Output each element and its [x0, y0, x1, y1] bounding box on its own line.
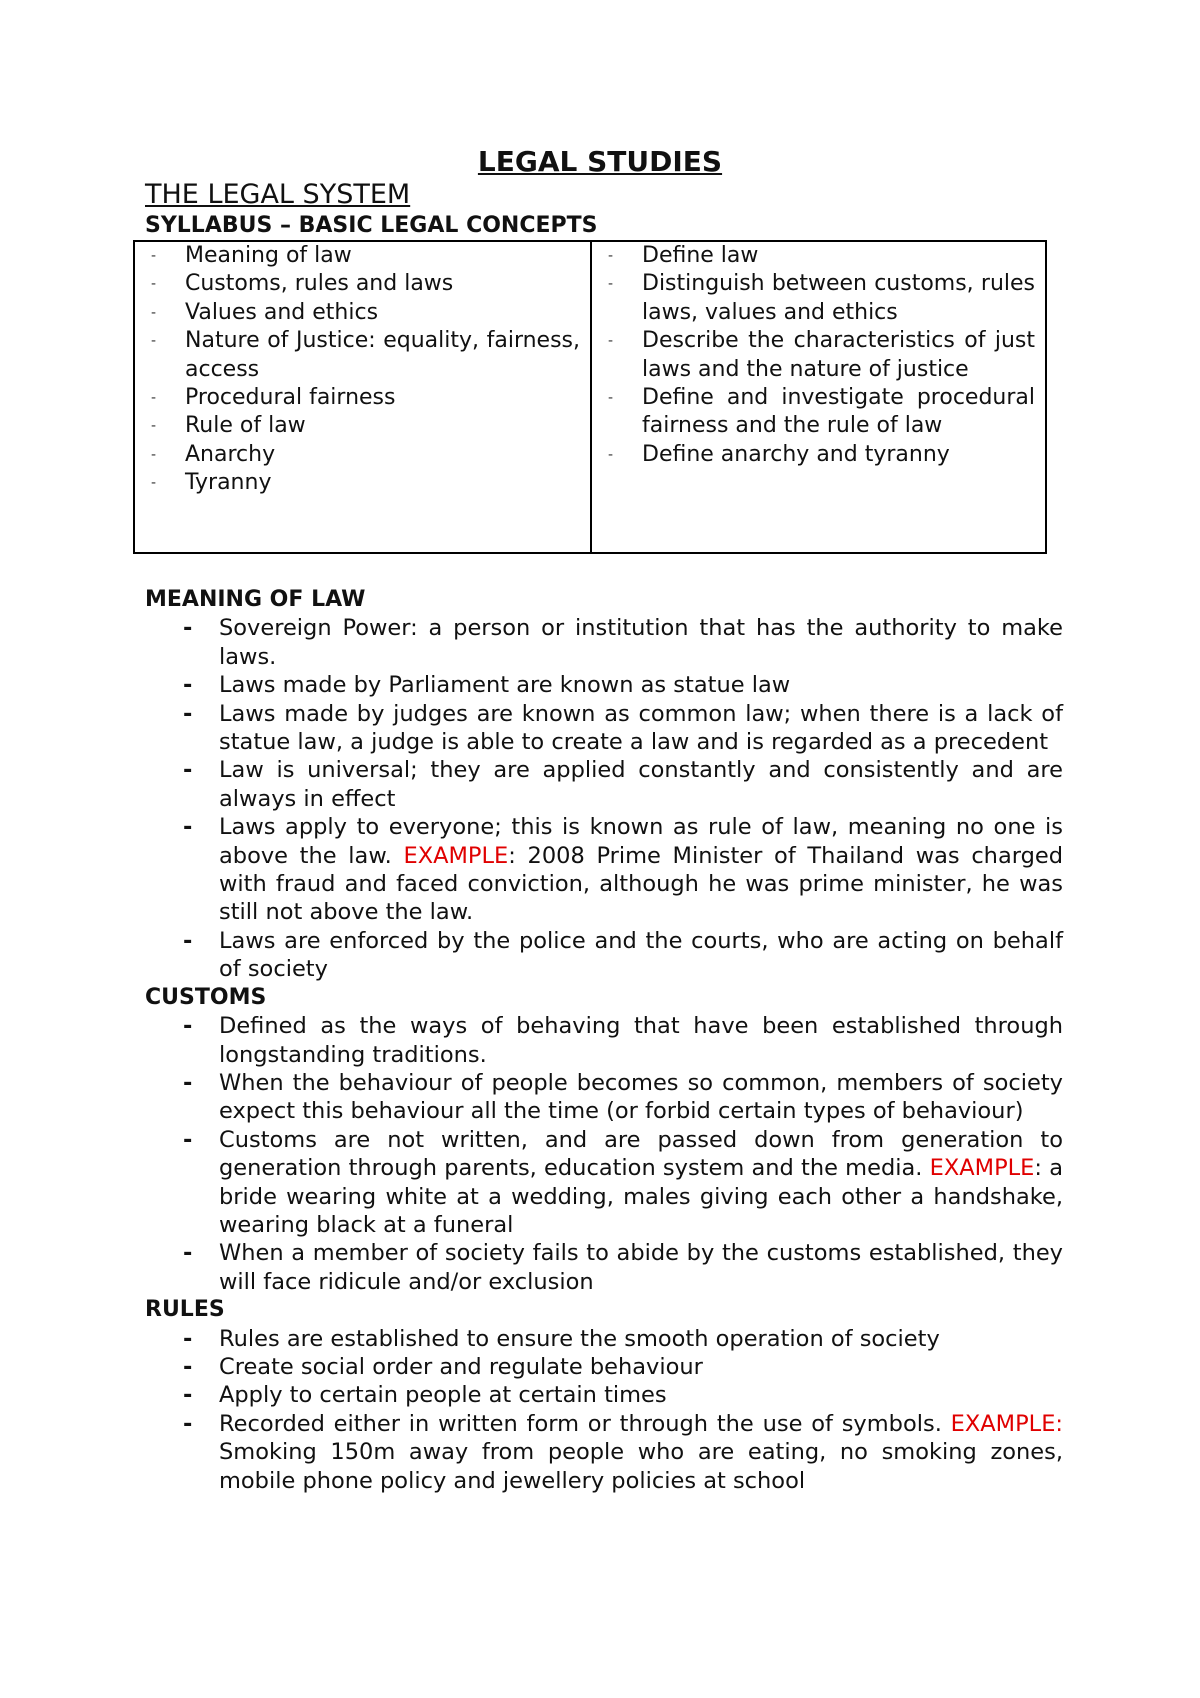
syllabus-item	[151, 242, 580, 270]
bullet-marker: -	[183, 1353, 193, 1380]
bullet-text: Laws made by judges are known as common law; when there is a lack of statue law, a judge is able to create a law and is regarded as a precedent	[219, 700, 1063, 756]
syllabus-item	[608, 242, 1035, 270]
syllabus-heading: SYLLABUS – BASIC LEGAL CONCEPTS	[145, 213, 598, 238]
syllabus-item-text: Define anarchy and tyranny	[642, 441, 950, 467]
bullet-text: Customs are not written, and are passed down from generation to generation through parents, education system and the media.	[219, 1126, 1063, 1182]
dash-marker: -	[151, 446, 157, 463]
bullet-marker: -	[183, 1325, 193, 1352]
syllabus-item	[608, 327, 1035, 384]
dash-marker: -	[608, 333, 614, 350]
syllabus-item-text: Tyranny	[185, 470, 272, 496]
bullet-point	[145, 756, 1063, 813]
section-title: RULES	[145, 1297, 225, 1323]
bullet-point	[145, 1381, 1063, 1409]
dash-marker: -	[151, 475, 157, 492]
dash-marker: -	[151, 333, 157, 350]
syllabus-item	[608, 270, 1035, 327]
syllabus-item-text: Distinguish between customs, rules laws, values and ethics	[642, 271, 1035, 325]
dash-marker: -	[151, 304, 157, 321]
section-heading: THE LEGAL SYSTEM	[145, 179, 411, 210]
syllabus-item	[608, 384, 1035, 441]
bullet-text-continued: Smoking 150m away from people who are eating, no smoking zones, mobile phone policy and jewellery policies at school	[219, 1439, 1063, 1494]
bullet-marker: -	[183, 1013, 193, 1040]
dash-marker: -	[608, 248, 614, 264]
bullet-point	[145, 614, 1063, 671]
bullet-point	[145, 1353, 1063, 1381]
example-label: EXAMPLE:	[950, 1410, 1063, 1437]
bullet-point	[145, 1126, 1063, 1240]
dash-marker: -	[151, 390, 157, 407]
section-title: CUSTOMS	[145, 984, 267, 1010]
notes-body	[145, 586, 1063, 1495]
bullet-point	[145, 1325, 1063, 1353]
bullet-marker: -	[183, 1382, 193, 1409]
bullet-text: When the behaviour of people becomes so common, members of society expect this behaviour all the time (or forbid certain types of behaviour)	[219, 1069, 1063, 1125]
dash-marker: -	[608, 276, 614, 293]
syllabus-outcomes-column	[592, 242, 1045, 552]
dash-marker: -	[608, 390, 614, 407]
bullet-text: Create social order and regulate behaviour	[219, 1353, 703, 1380]
syllabus-item	[151, 412, 580, 440]
section-title: MEANING OF LAW	[145, 587, 366, 612]
syllabus-item	[151, 469, 580, 497]
syllabus-content-column	[135, 242, 592, 552]
dash-marker: -	[151, 418, 157, 435]
dash-marker: -	[608, 446, 614, 463]
bullet-point	[145, 700, 1063, 757]
bullet-marker: -	[183, 615, 193, 642]
bullet-text: When a member of society fails to abide by the customs established, they will face ridicule and/or exclusion	[219, 1240, 1063, 1295]
syllabus-item	[151, 270, 580, 298]
bullet-marker: -	[183, 700, 193, 727]
syllabus-table	[133, 240, 1047, 554]
syllabus-item	[608, 441, 1035, 469]
bullet-text-continued: : a bride wearing white at a wedding, males giving each other a handshake, wearing black at a funeral	[219, 1155, 1063, 1238]
syllabus-item-text: Values and ethics	[185, 299, 379, 325]
syllabus-item-text: Procedural fairness	[185, 385, 396, 411]
bullet-point	[145, 1410, 1063, 1495]
bullet-marker: -	[183, 672, 193, 699]
bullet-text: Rules are established to ensure the smooth operation of society	[219, 1325, 940, 1352]
bullet-text: Recorded either in written form or through the use of symbols.	[219, 1410, 951, 1437]
dash-marker: -	[151, 248, 157, 264]
syllabus-item-text: Anarchy	[185, 441, 276, 467]
bullet-point	[145, 1069, 1063, 1126]
bullet-marker: -	[183, 927, 193, 954]
bullet-point	[145, 813, 1063, 927]
bullet-marker: -	[183, 757, 193, 784]
bullet-text: Sovereign Power: a person or institution that has the authority to make laws.	[219, 615, 1063, 670]
bullet-marker: -	[183, 1069, 193, 1096]
dash-marker: -	[151, 276, 157, 293]
syllabus-item	[151, 384, 580, 412]
bullet-point	[145, 1012, 1063, 1069]
syllabus-item-text: Nature of Justice: equality, fairness, access	[185, 328, 580, 382]
syllabus-item-text: Describe the characteristics of just laws and the nature of justice	[642, 328, 1035, 382]
example-label: EXAMPLE	[403, 842, 509, 869]
syllabus-item-text: Customs, rules and laws	[185, 271, 454, 297]
bullet-text: Law is universal; they are applied constantly and consistently and are always in effect	[219, 757, 1063, 812]
bullet-marker: -	[183, 1126, 193, 1153]
bullet-text: Laws made by Parliament are known as statue law	[219, 672, 791, 699]
bullet-point	[145, 671, 1063, 699]
syllabus-item	[151, 441, 580, 469]
bullet-text: Defined as the ways of behaving that have been established through longstanding traditions.	[219, 1013, 1063, 1068]
bullet-text: Laws are enforced by the police and the courts, who are acting on behalf of society	[219, 927, 1063, 983]
bullet-marker: -	[183, 814, 193, 841]
example-label: EXAMPLE	[929, 1155, 1035, 1182]
bullet-point	[145, 927, 1063, 984]
bullet-marker: -	[183, 1240, 193, 1267]
bullet-text: Apply to certain people at certain times	[219, 1382, 667, 1409]
syllabus-item-text: Define law	[642, 243, 759, 268]
bullet-text-continued: : 2008 Prime Minister of Thailand was charged with fraud and faced conviction, although he was prime minister, he was still not above the law.	[219, 842, 1063, 926]
bullet-point	[145, 1239, 1063, 1296]
syllabus-item-text: Rule of law	[185, 413, 306, 439]
syllabus-item-text: Meaning of law	[185, 243, 352, 268]
syllabus-item	[151, 327, 580, 384]
syllabus-item	[151, 299, 580, 327]
bullet-text: Laws apply to everyone; this is known as rule of law, meaning no one is above the law.	[219, 814, 1063, 869]
document-title: LEGAL STUDIES	[477, 145, 723, 178]
syllabus-item-text: Define and investigate procedural fairness and the rule of law	[642, 385, 1035, 439]
bullet-marker: -	[183, 1410, 193, 1437]
